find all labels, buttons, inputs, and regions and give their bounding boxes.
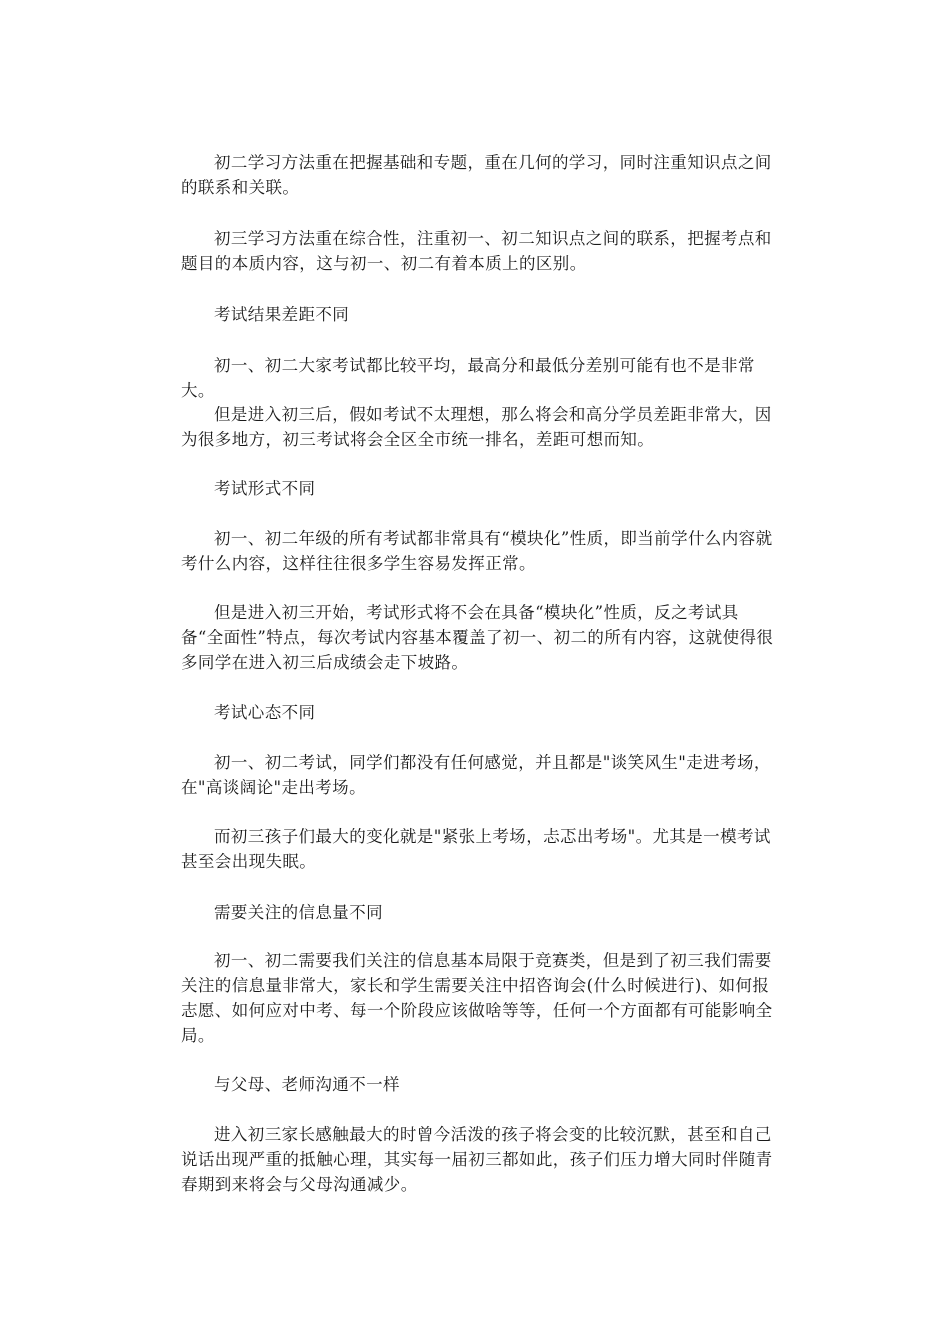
paragraph-exam-format-grade3: 但是进入初三开始，考试形式将不会在具备“模块化”性质，反之考试具备“全面性”特点，每次考试内容基本覆盖了初一、初二的所有内容，这就使得很多同学在进入初三后成绩会走下坡路。 (181, 603, 774, 672)
paragraph-exam-format-grade1-2: 初一、初二年级的所有考试都非常具有“模块化”性质，即当前学什么内容就考什么内容，这样往往很多学生容易发挥正常。 (181, 529, 773, 573)
paragraph-exam-results-grade3: 但是进入初三后，假如考试不太理想，那么将会和高分学员差距非常大，因为很多地方，初三考试将会全区全市统一排名，差距可想而知。 (181, 405, 772, 449)
section-heading-communication: 与父母、老师沟通不一样 (214, 1075, 400, 1094)
paragraph-grade2-method: 初二学习方法重在把握基础和专题，重在几何的学习，同时注重知识点之间的联系和关联。 (181, 153, 772, 197)
paragraph-exam-results-grade1-2: 初一、初二大家考试都比较平均，最高分和最低分差别可能有也不是非常大。 (181, 356, 755, 400)
paragraph-exam-mindset-grade1-2: 初一、初二考试，同学们都没有任何感觉，并且都是"谈笑风生"走进考场，在"高谈阔论"走出考场。 (181, 753, 771, 797)
paragraph-exam-mindset-grade3: 而初三孩子们最大的变化就是"紧张上考场，忐忑出考场"。尤其是一模考试甚至会出现失眠。 (181, 827, 771, 871)
paragraph-communication: 进入初三家长感触最大的时曾今活泼的孩子将会变的比较沉默，甚至和自己说话出现严重的抵触心理，其实每一届初三都如此，孩子们压力增大同时伴随青春期到来将会与父母沟通减少。 (181, 1125, 773, 1194)
paragraph-information: 初一、初二需要我们关注的信息基本局限于竞赛类，但是到了初三我们需要关注的信息量非常大，家长和学生需要关注中招咨询会(什么时候进行)、如何报志愿、如何应对中考、每一个阶段应该做啥等等，任何一个方面都有可能影响全局。 (181, 951, 773, 1045)
section-heading-information: 需要关注的信息量不同 (214, 903, 383, 922)
section-heading-exam-format: 考试形式不同 (214, 479, 316, 498)
section-heading-exam-mindset: 考试心态不同 (214, 703, 316, 722)
paragraph-grade3-method: 初三学习方法重在综合性，注重初一、初二知识点之间的联系，把握考点和题目的本质内容，这与初一、初二有着本质上的区别。 (181, 229, 772, 273)
section-heading-exam-results: 考试结果差距不同 (214, 305, 350, 324)
